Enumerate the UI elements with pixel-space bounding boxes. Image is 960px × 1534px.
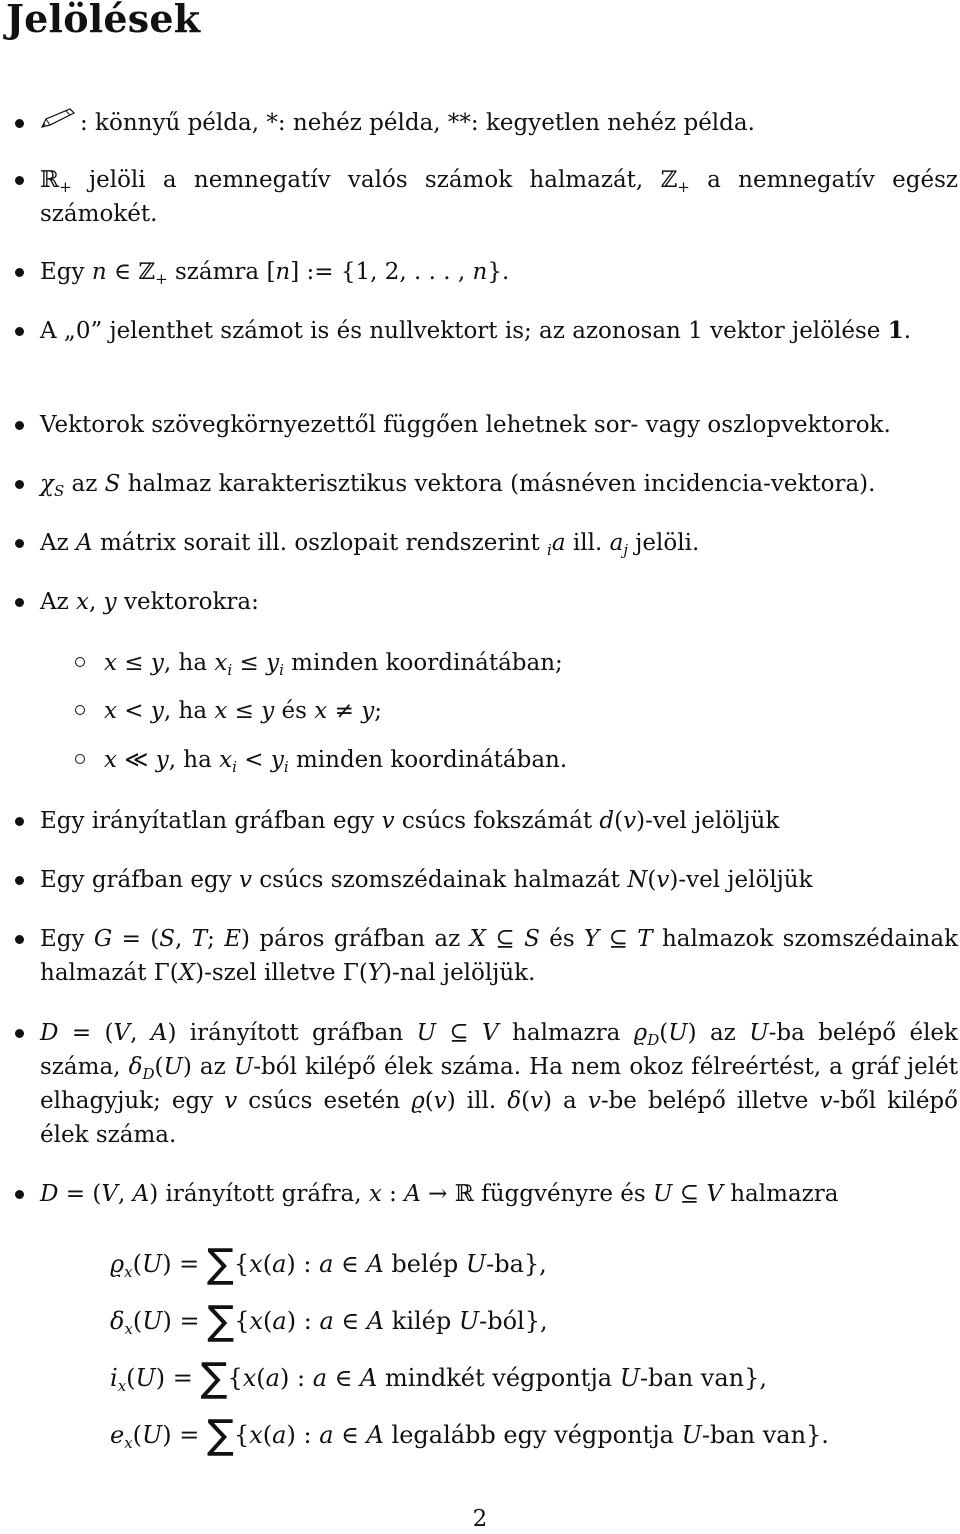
pencil-icon <box>40 107 76 141</box>
list-item <box>40 408 958 442</box>
list-item-text: Az x, y vektorokra: <box>40 589 259 615</box>
list-item <box>40 526 958 560</box>
list-item-text: Egy n ∈ ℤ$_+$ számra [n] := {1, 2, . . . , n}. <box>40 259 510 288</box>
bullet <box>15 539 24 548</box>
circle-bullet <box>75 754 85 764</box>
list-item-text: : könnyű példa, *: nehéz példa, **: kegyetlen nehéz példa. <box>80 110 755 136</box>
list-item <box>40 1016 958 1152</box>
list-item <box>40 163 958 231</box>
list-item <box>40 585 958 619</box>
list-item-text: $\chi_S$ az S halmaz karakterisztikus vektora (másnéven incidencia-vektora). <box>40 471 876 500</box>
bullet <box>15 119 24 128</box>
bullet <box>15 421 24 430</box>
list-item-text: ℝ$_+$ jelöli a nemnegatív valós számok halmazát, ℤ$_+$ a nemnegatív egész számokét. <box>40 167 959 227</box>
list-item-text: Vektorok szövegkörnyezettől függően lehetnek sor- vagy oszlopvektorok. <box>40 412 891 438</box>
circle-bullet <box>75 657 85 667</box>
list-item-text: Az A mátrix sorait ill. oszlopait rendszerint $_i$a ill. $a_j$ jelöli. <box>40 530 700 559</box>
sum-symbol: ∑ <box>206 1241 234 1287</box>
list-item <box>40 804 958 838</box>
bullet <box>15 817 24 826</box>
bullet <box>15 176 24 185</box>
bullet <box>15 1029 24 1038</box>
bullet <box>15 327 24 336</box>
list-item <box>40 922 958 990</box>
list-item <box>40 106 958 141</box>
list-item <box>40 467 958 501</box>
bullet <box>15 1190 24 1199</box>
sum-symbol: ∑ <box>207 1412 234 1458</box>
sub-list-item-text: x ≪ y, ha $x_i < y_i$ minden koordinátában. <box>104 747 568 776</box>
equation: $\delta_x(U) = \sum\{x(a)$ : a ∈ A kilép U-ból}, <box>110 1298 548 1344</box>
list-item-text: Egy G = (S, T; E) páros gráfban az X ⊆ S és Y ⊆ T halmazok szomszédainak halmazát Γ(X)-szel illetve Γ(Y)-nal jelöljük. <box>40 926 959 986</box>
sub-list-item <box>104 646 954 680</box>
list-item <box>40 255 958 289</box>
list-item-text: Egy gráfban egy v csúcs szomszédainak halmazát N(v)-vel jelöljük <box>40 867 813 893</box>
sub-list-item <box>104 743 954 777</box>
bullet <box>15 876 24 885</box>
sub-list-item-text: x ≤ y, ha $x_i \le y_i$ minden koordinátában; <box>104 650 563 679</box>
list-item <box>40 314 958 348</box>
equation: $e_x(U) = \sum\{x(a)$ : a ∈ A legalább egy végpontja U-ban van}. <box>110 1412 829 1458</box>
list-item <box>40 863 958 897</box>
sum-symbol: ∑ <box>200 1355 228 1401</box>
bullet <box>15 935 24 944</box>
list-item-text: Egy irányítatlan gráfban egy v csúcs fokszámát d(v)-vel jelöljük <box>40 808 780 834</box>
bullet <box>15 268 24 277</box>
equation: $ϱ_x(U) = \sum\{x(a)$ : a ∈ A belép U-ba}, <box>110 1241 547 1287</box>
sum-symbol: ∑ <box>207 1298 235 1344</box>
bullet <box>15 480 24 489</box>
bullet <box>15 598 24 607</box>
sub-list-item <box>104 694 954 728</box>
circle-bullet <box>75 705 85 715</box>
list-item-text: D = (V, A) irányított gráfban U ⊆ V halmazra $ϱ_D(U)$ az U-ba belépő élek száma, $\delta_D(U)$ az U-ból kilépő élek száma. Ha nem okoz félreértést, a gráf jelét elhagyjuk; egy v csúcs esetén ϱ(v) ill. δ(v) a v-be belépő illetve v-ből kilépő élek száma. <box>40 1020 959 1148</box>
equation: $i_x(U) = \sum\{x(a)$ : a ∈ A mindkét végpontja U-ban van}, <box>110 1355 768 1401</box>
sub-list-item-text: x < y, ha x ≤ y és x ≠ y; <box>104 698 382 724</box>
list-item-text: A „0” jelenthet számot is és nullvektort is; az azonosan 1 vektor jelölése 1. <box>40 317 912 344</box>
list-item-text: D = (V, A) irányított gráfra, x : A → ℝ függvényre és U ⊆ V halmazra <box>40 1181 839 1207</box>
page-title: Jelölések <box>6 0 201 41</box>
list-item <box>40 1177 958 1211</box>
page-number: 2 <box>472 1506 488 1532</box>
